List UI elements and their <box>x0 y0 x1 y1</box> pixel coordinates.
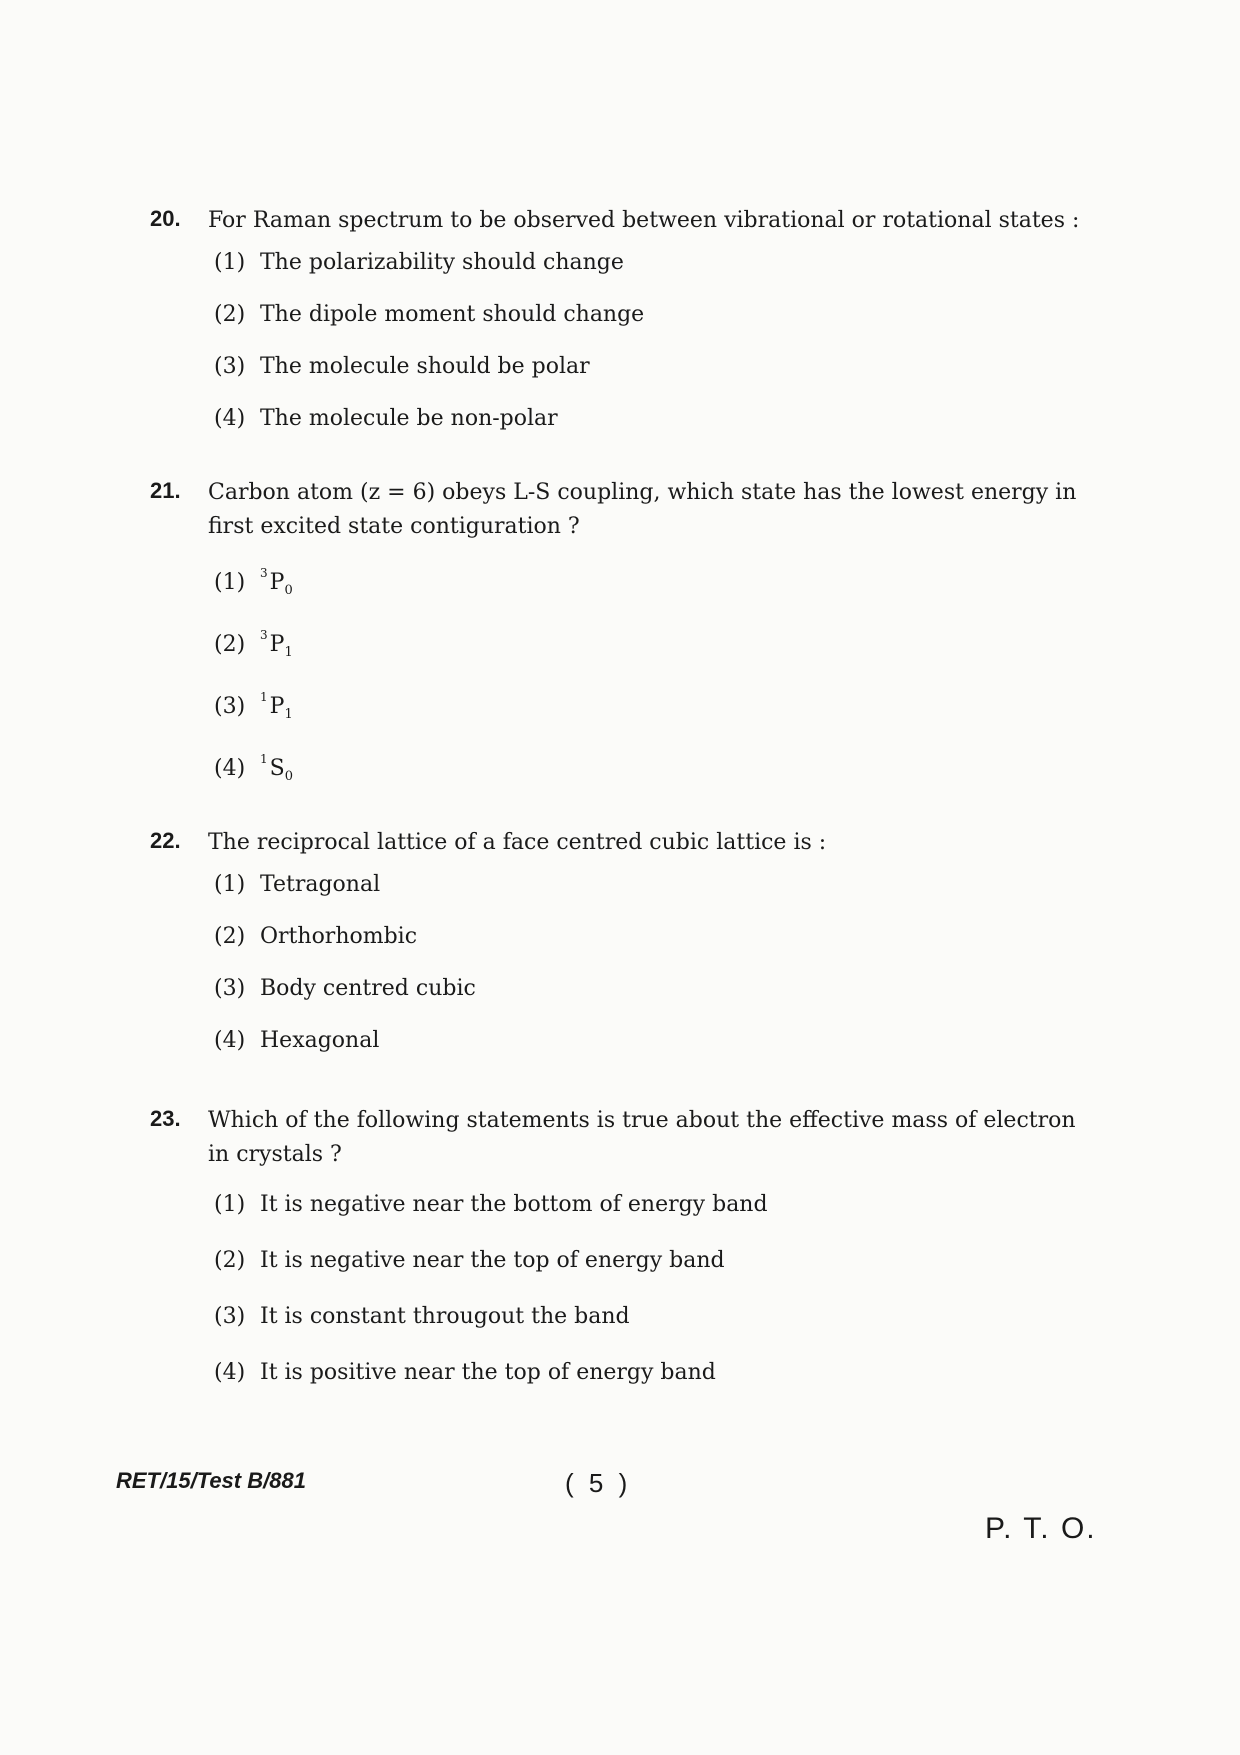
option-4 <box>214 406 1090 458</box>
term-letter: P <box>269 632 285 657</box>
question-text: Carbon atom (z = 6) obeys L-S coupling, which state has the lowest energy in first excited state contiguration ? <box>208 480 1077 539</box>
option-text: It is positive near the top of energy band <box>260 1360 716 1385</box>
term-symbol <box>260 690 293 722</box>
term-j: 1 <box>284 645 293 660</box>
options-list <box>214 250 1090 458</box>
option-2 <box>214 628 1090 690</box>
option-3 <box>214 976 1090 1028</box>
question-22 <box>150 826 1090 1080</box>
option-number: (4) <box>214 1360 246 1385</box>
question-number: 20. <box>150 206 181 231</box>
question-20 <box>150 204 1090 458</box>
question-21 <box>150 476 1090 814</box>
please-turn-over: P. T. O. <box>985 1512 1097 1545</box>
option-number: (2) <box>214 632 246 657</box>
options-list <box>214 566 1090 814</box>
option-number: (1) <box>214 570 246 595</box>
option-number: (4) <box>214 756 246 781</box>
option-1 <box>214 872 1090 924</box>
option-3 <box>214 354 1090 406</box>
option-text: It is constant througout the band <box>260 1304 630 1329</box>
option-text: It is negative near the bottom of energy band <box>260 1192 768 1217</box>
option-text: Orthorhombic <box>260 924 418 949</box>
option-number: (1) <box>214 872 246 897</box>
option-text: Body centred cubic <box>260 976 476 1001</box>
option-text: Tetragonal <box>260 872 381 897</box>
option-text: The polarizability should change <box>260 250 624 275</box>
options-list <box>214 872 1090 1080</box>
question-text: Which of the following statements is true about the effective mass of electron in crystals ? <box>208 1108 1076 1167</box>
page-number: ( 5 ) <box>565 1468 632 1498</box>
term-symbol <box>260 628 293 660</box>
term-multiplicity: 3 <box>260 566 268 580</box>
option-number: (1) <box>214 1192 246 1217</box>
option-text: The dipole moment should change <box>260 302 645 327</box>
option-2 <box>214 302 1090 354</box>
option-2 <box>214 1248 1090 1304</box>
option-3 <box>214 690 1090 752</box>
term-letter: S <box>269 756 285 781</box>
term-multiplicity: 1 <box>260 690 268 704</box>
option-text: The molecule be non-polar <box>260 406 558 431</box>
option-number: (1) <box>214 250 246 275</box>
option-4 <box>214 752 1090 814</box>
option-number: (4) <box>214 1028 246 1053</box>
question-23 <box>150 1104 1090 1416</box>
option-number: (3) <box>214 354 246 379</box>
option-2 <box>214 924 1090 976</box>
option-3 <box>214 1304 1090 1360</box>
term-symbol <box>260 566 293 598</box>
option-text: The molecule should be polar <box>260 354 590 379</box>
term-letter: P <box>269 570 285 595</box>
test-code: RET/15/Test B/881 <box>116 1468 306 1493</box>
term-j: 0 <box>284 769 293 784</box>
term-j: 0 <box>284 583 293 598</box>
option-number: (3) <box>214 976 246 1001</box>
option-1 <box>214 566 1090 628</box>
option-text: Hexagonal <box>260 1028 380 1053</box>
option-text: It is negative near the top of energy band <box>260 1248 725 1273</box>
question-number: 23. <box>150 1106 181 1131</box>
option-number: (2) <box>214 1248 246 1273</box>
question-text: For Raman spectrum to be observed between vibrational or rotational states : <box>208 208 1080 233</box>
option-number: (4) <box>214 406 246 431</box>
question-text: The reciprocal lattice of a face centred cubic lattice is : <box>208 830 827 855</box>
option-number: (2) <box>214 924 246 949</box>
question-number: 21. <box>150 478 181 503</box>
term-multiplicity: 1 <box>260 752 268 766</box>
option-4 <box>214 1360 1090 1416</box>
question-number: 22. <box>150 828 181 853</box>
option-number: (2) <box>214 302 246 327</box>
term-j: 1 <box>284 707 293 722</box>
term-symbol <box>260 752 293 784</box>
option-number: (3) <box>214 694 246 719</box>
option-number: (3) <box>214 1304 246 1329</box>
term-multiplicity: 3 <box>260 628 268 642</box>
option-1 <box>214 1192 1090 1248</box>
option-1 <box>214 250 1090 302</box>
options-list <box>214 1192 1090 1416</box>
term-letter: P <box>269 694 285 719</box>
option-4 <box>214 1028 1090 1080</box>
